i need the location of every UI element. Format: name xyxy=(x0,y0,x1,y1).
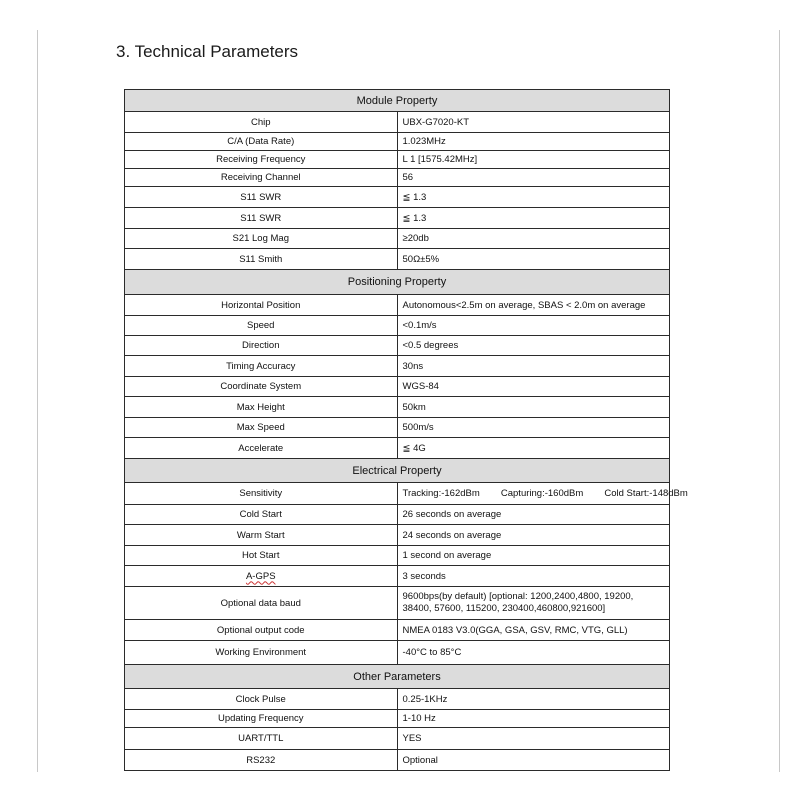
param-value: 1.023MHz xyxy=(397,133,670,151)
param-label: Direction xyxy=(125,336,398,356)
a-gps-label: A-GPS xyxy=(245,570,276,582)
table-row xyxy=(125,133,670,151)
table-row xyxy=(125,566,670,587)
table-row xyxy=(125,249,670,270)
table-row xyxy=(125,728,670,750)
param-value: 9600bps(by default) [optional: 1200,2400,4800, 19200, 38400, 57600, 115200, 230400,460800,921600] xyxy=(397,587,670,620)
param-value: Autonomous<2.5m on average, SBAS < 2.0m on average xyxy=(397,295,670,316)
param-label: Coordinate System xyxy=(125,377,398,397)
section-header-positioning xyxy=(125,270,670,295)
param-label: Horizontal Position xyxy=(125,295,398,316)
param-label: Receiving Frequency xyxy=(125,151,398,169)
table-row xyxy=(125,356,670,377)
page-title: 3. Technical Parameters xyxy=(116,42,299,61)
param-label: RS232 xyxy=(125,750,398,771)
param-value: L 1 [1575.42MHz] xyxy=(397,151,670,169)
param-value: 50km xyxy=(397,397,670,418)
param-value: Tracking:-162dBm Capturing:-160dBm Cold Start:-148dBm xyxy=(397,483,670,505)
param-value: 3 seconds xyxy=(397,566,670,587)
param-label: Optional output code xyxy=(125,620,398,641)
param-label: UART/TTL xyxy=(125,728,398,750)
param-value: Optional xyxy=(397,750,670,771)
param-label: Max Height xyxy=(125,397,398,418)
table-row xyxy=(125,438,670,459)
param-label: S21 Log Mag xyxy=(125,229,398,249)
param-value: 50Ω±5% xyxy=(397,249,670,270)
param-label xyxy=(125,566,398,587)
param-value: 26 seconds on average xyxy=(397,505,670,525)
param-label: Speed xyxy=(125,316,398,336)
table-row xyxy=(125,525,670,546)
param-value: 1-10 Hz xyxy=(397,710,670,728)
table-row xyxy=(125,377,670,397)
param-label: Cold Start xyxy=(125,505,398,525)
section-title: Electrical Property xyxy=(125,459,670,483)
section-title: Other Parameters xyxy=(125,665,670,689)
param-label: Clock Pulse xyxy=(125,689,398,710)
table-row xyxy=(125,483,670,505)
table-row xyxy=(125,316,670,336)
table-row xyxy=(125,587,670,620)
table-row xyxy=(125,151,670,169)
param-label: Hot Start xyxy=(125,546,398,566)
param-value: ≦ 1.3 xyxy=(397,187,670,208)
table-row xyxy=(125,505,670,525)
table-row xyxy=(125,689,670,710)
param-value: <0.1m/s xyxy=(397,316,670,336)
param-label: Accelerate xyxy=(125,438,398,459)
technical-parameters-table xyxy=(124,89,688,771)
param-value: 56 xyxy=(397,169,670,187)
param-value: ≦ 1.3 xyxy=(397,208,670,229)
table-row xyxy=(125,750,670,771)
table-row xyxy=(125,397,670,418)
section-header-other xyxy=(125,665,670,689)
table-row xyxy=(125,295,670,316)
param-value: YES xyxy=(397,728,670,750)
param-label: C/A (Data Rate) xyxy=(125,133,398,151)
param-value: WGS-84 xyxy=(397,377,670,397)
section-header-electrical xyxy=(125,459,670,483)
param-label: Timing Accuracy xyxy=(125,356,398,377)
section-title: Module Property xyxy=(125,90,670,112)
table-row xyxy=(125,208,670,229)
table-row xyxy=(125,112,670,133)
param-label: Chip xyxy=(125,112,398,133)
param-label: S11 SWR xyxy=(125,187,398,208)
param-label: Updating Frequency xyxy=(125,710,398,728)
param-value: ≥20db xyxy=(397,229,670,249)
table-row xyxy=(125,229,670,249)
param-value: 24 seconds on average xyxy=(397,525,670,546)
table-row xyxy=(125,641,670,665)
table-row xyxy=(125,620,670,641)
param-value: <0.5 degrees xyxy=(397,336,670,356)
param-value: -40°C to 85°C xyxy=(397,641,670,665)
table-row xyxy=(125,336,670,356)
param-value: 30ns xyxy=(397,356,670,377)
page-edge-left xyxy=(37,30,38,772)
table-row xyxy=(125,169,670,187)
param-value: ≦ 4G xyxy=(397,438,670,459)
table-row xyxy=(125,418,670,438)
section-title: Positioning Property xyxy=(125,270,670,295)
param-label: Sensitivity xyxy=(125,483,398,505)
param-value: 500m/s xyxy=(397,418,670,438)
param-label: Optional data baud xyxy=(125,587,398,620)
param-value: 1 second on average xyxy=(397,546,670,566)
param-value: UBX-G7020-KT xyxy=(397,112,670,133)
param-value: 0.25-1KHz xyxy=(397,689,670,710)
param-value: NMEA 0183 V3.0(GGA, GSA, GSV, RMC, VTG, GLL) xyxy=(397,620,670,641)
table-row xyxy=(125,710,670,728)
param-label: S11 Smith xyxy=(125,249,398,270)
param-label: Max Speed xyxy=(125,418,398,438)
section-header-module xyxy=(125,90,670,112)
param-label: S11 SWR xyxy=(125,208,398,229)
param-label: Receiving Channel xyxy=(125,169,398,187)
table-row xyxy=(125,546,670,566)
param-label: Working Environment xyxy=(125,641,398,665)
page-edge-right xyxy=(779,30,780,772)
param-label: Warm Start xyxy=(125,525,398,546)
table-row xyxy=(125,187,670,208)
